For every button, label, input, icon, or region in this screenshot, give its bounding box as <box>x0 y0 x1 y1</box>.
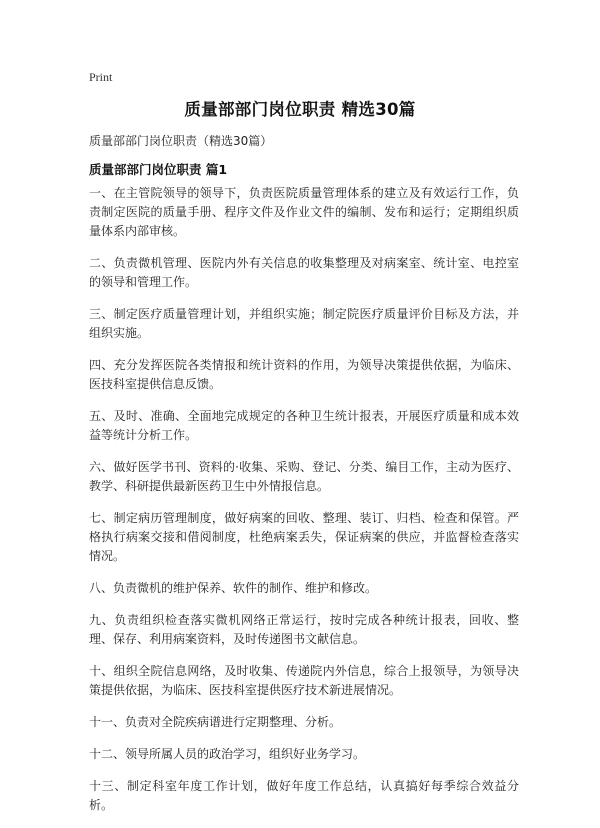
paragraph-8: 八、负责微机的维护保养、软件的制作、维护和修改。 <box>89 581 378 595</box>
paragraph-2: 二、负责微机管理、医院内外有关信息的收集整理及对病案室、统计室、电控室的领导和管理工作。 <box>89 256 519 289</box>
document-subtitle: 质量部部门岗位职责（精选30篇） <box>89 134 273 148</box>
paragraph-9: 九、负责组织检查落实微机网络正常运行，按时完成各种统计报表，回收、整理、保存、利用病案资料，及时传递图书文献信息。 <box>89 613 519 646</box>
print-label: Print <box>89 70 113 84</box>
section-heading: 质量部部门岗位职责 篇1 <box>89 162 228 177</box>
paragraph-3: 三、制定医疗质量管理计划，并组织实施；制定院医疗质量评价目标及方法，并组织实施。 <box>89 307 519 340</box>
paragraph-10: 十、组织全院信息网络，及时收集、传递院内外信息，综合上报领导，为领导决策提供依据，为临床、医技科室提供医疗技术新进展情况。 <box>89 664 519 697</box>
document-title: 质量部部门岗位职责 精选30篇 <box>184 100 416 119</box>
paragraph-13: 十三、制定科室年度工作计划，做好年度工作总结，认真搞好每季综合效益分析。 <box>89 779 519 812</box>
paragraph-4: 四、充分发挥医院各类情报和统计资料的作用，为领导决策提供依据，为临床、医技科室提供信息反馈。 <box>89 358 519 391</box>
paragraph-12: 十二、领导所属人员的政治学习，组织好业务学习。 <box>89 747 366 761</box>
paragraph-6: 六、做好医学书刊、资料的·收集、采购、登记、分类、编目工作，主动为医疗、教学、科研提供最新医药卫生中外情报信息。 <box>89 460 519 493</box>
paragraph-list <box>89 184 519 828</box>
paragraph-7: 七、制定病历管理制度，做好病案的回收、整理、装订、归档、检查和保管。严格执行病案交接和借阅制度，杜绝病案丢失，保证病案的供应，并监督检查落实情况。 <box>89 511 519 563</box>
paragraph-5: 五、及时、准确、全面地完成规定的各种卫生统计报表，开展医疗质量和成本效益等统计分析工作。 <box>89 409 519 442</box>
paragraph-11: 十一、负责对全院疾病谱进行定期整理、分析。 <box>89 715 342 729</box>
paragraph-1: 一、在主管院领导的领导下，负责医院质量管理体系的建立及有效运行工作，负责制定医院的质量手册、程序文件及作业文件的编制、发布和运行；定期组织质量体系内部审核。 <box>89 186 519 238</box>
